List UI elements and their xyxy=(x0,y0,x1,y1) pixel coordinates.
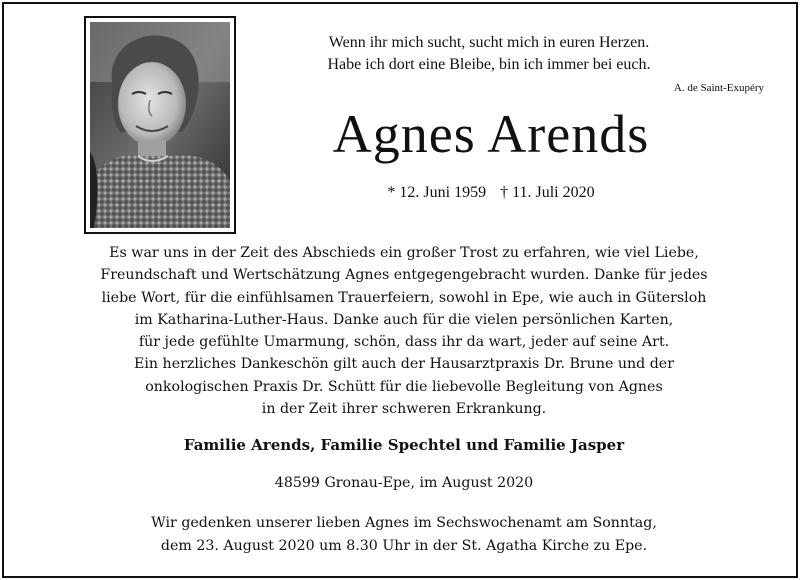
text-line: in der Zeit ihrer schweren Erkrankung. xyxy=(261,401,547,418)
poem-line: Wenn ihr mich sucht, sucht mich in euren Herzen. xyxy=(328,34,650,51)
portrait-photo xyxy=(84,16,236,234)
text-line: liebe Wort, für die einfühlsamen Trauerfeiern, sowohl in Epe, wie auch in Gütersloh xyxy=(101,289,707,306)
thank-you-text xyxy=(34,242,774,420)
birth-date: * 12. Juni 1959 xyxy=(387,184,487,201)
text-line: im Katharina-Luther-Haus. Danke auch für die vielen persönlichen Karten, xyxy=(134,311,674,328)
memorial-service-text xyxy=(34,512,774,558)
text-line: Ein herzliches Dankeschön gilt auch der Hausarztpraxis Dr. Brune und der xyxy=(134,356,674,373)
text-line: Freundschaft und Wertschätzung Agnes entgegengebracht wurden. Danke für jedes xyxy=(100,267,708,284)
place-date: 48599 Gronau-Epe, im August 2020 xyxy=(274,475,534,491)
poem-author: A. de Saint-Exupéry xyxy=(673,82,764,94)
text-line: Wir gedenken unserer lieben Agnes im Sechswochenamt am Sonntag, xyxy=(151,515,657,531)
text-line: dem 23. August 2020 um 8.30 Uhr in der St. Agatha Kirche zu Epe. xyxy=(160,538,648,554)
family-signature: Familie Arends, Familie Spechtel und Familie Jasper xyxy=(183,436,625,454)
death-date: † 11. Juli 2020 xyxy=(500,184,595,201)
text-line: für jede gefühlte Umarmung, schön, dass ihr da wart, jeder auf seine Art. xyxy=(138,334,670,351)
poem xyxy=(254,32,724,76)
poem-line: Habe ich dort eine Bleibe, bin ich immer bei euch. xyxy=(327,56,651,73)
life-dates xyxy=(254,184,728,202)
text-line: Es war uns in der Zeit des Abschieds ein großer Trost zu erfahren, wie viel Liebe, xyxy=(109,245,699,261)
text-line: onkologischen Praxis Dr. Schütt für die liebevolle Begleitung von Agnes xyxy=(145,378,663,395)
portrait-image xyxy=(90,22,230,228)
deceased-name: Agnes Arends xyxy=(332,104,650,164)
obituary-frame xyxy=(2,2,798,578)
